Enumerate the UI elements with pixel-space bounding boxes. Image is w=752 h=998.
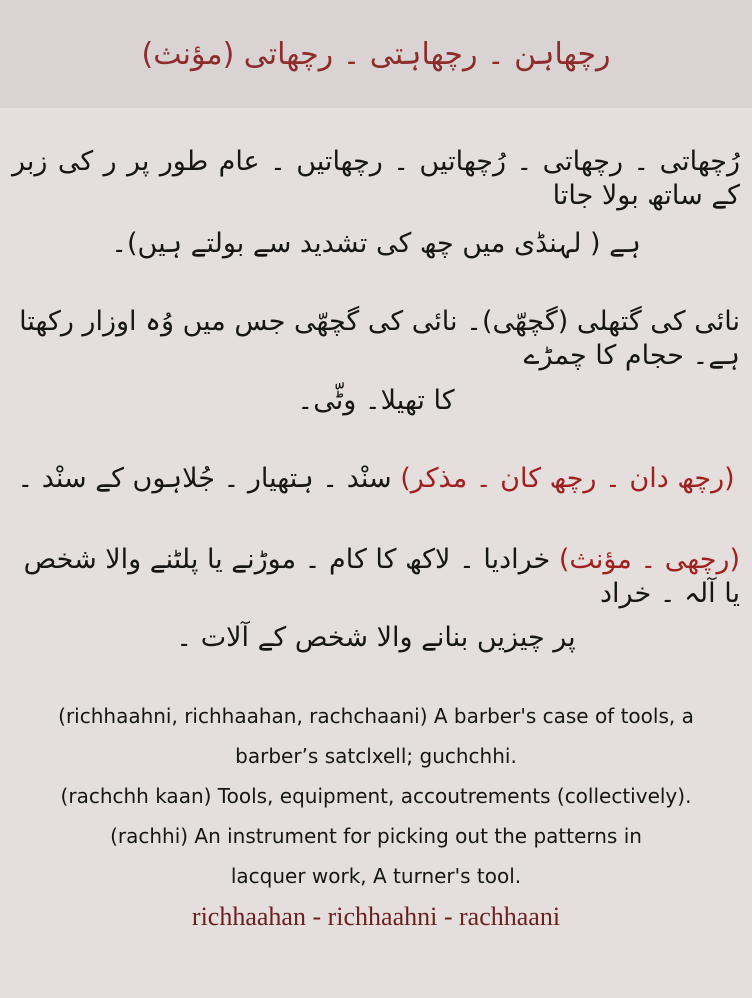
urdu-definition-line-3: نائی کی گتھلی (گچھّی)۔ نائی کی گچھّی جس میں وُہ اوزار رکھتا ہے۔ حجام کا چمڑے [19,306,740,371]
transliteration-footer: richhaahan - richhaahni - rachhaani [191,902,561,931]
urdu-grammar-note-masculine: (رچھ دان ۔ رچھ کان ۔ مذکر) [400,463,735,494]
english-definition-line-5: lacquer work, A turner's tool. [230,864,522,888]
entry-title: رچھاہن ۔ رچھاہتی ۔ رچھاتی (مؤنث) [141,36,611,72]
urdu-definition-line-7: پر چیزیں بنانے والا شخص کے آلات ۔ [176,622,576,653]
urdu-definition-line-6 [12,543,740,611]
urdu-definition-line-5 [12,462,740,496]
english-definition-line-4: (rachhi) An instrument for picking out the patterns in [110,824,642,848]
urdu-grammar-note-feminine: (رچھی ۔ مؤنث) [558,544,740,575]
urdu-definition-line-4: کا تھیلا۔ وٹّی۔ [297,385,455,416]
urdu-definition-text-6: خرادیا ۔ لاکھ کا کام ۔ موڑنے یا پلٹنے والا شخص یا آلہ ۔ خراد [23,544,740,609]
english-definition-line-3: (rachchh kaan) Tools, equipment, accoutrements (collectively). [60,784,692,808]
english-definition-line-1: (richhaahni, richhaahan, rachchaani) A barber's case of tools, a [58,704,694,728]
urdu-definition-text-5: سنْد ۔ ہتھیار ۔ جُلاہوں کے سنْد ۔ [17,463,401,494]
urdu-definition-line-2: ہے ( لہنڈی میں چھ کی تشدید سے بولتے ہیں)۔ [111,228,641,259]
english-definition-line-2: barber’s satclxell; guchchhi. [235,744,517,768]
urdu-definition-line-1: رُچھاتی ۔ رچھاتی ۔ رُچھاتیں ۔ رچھاتیں ۔ عام طور پر ر کی زبر کے ساتھ بولا جاتا [12,146,740,211]
title-band [0,0,752,108]
